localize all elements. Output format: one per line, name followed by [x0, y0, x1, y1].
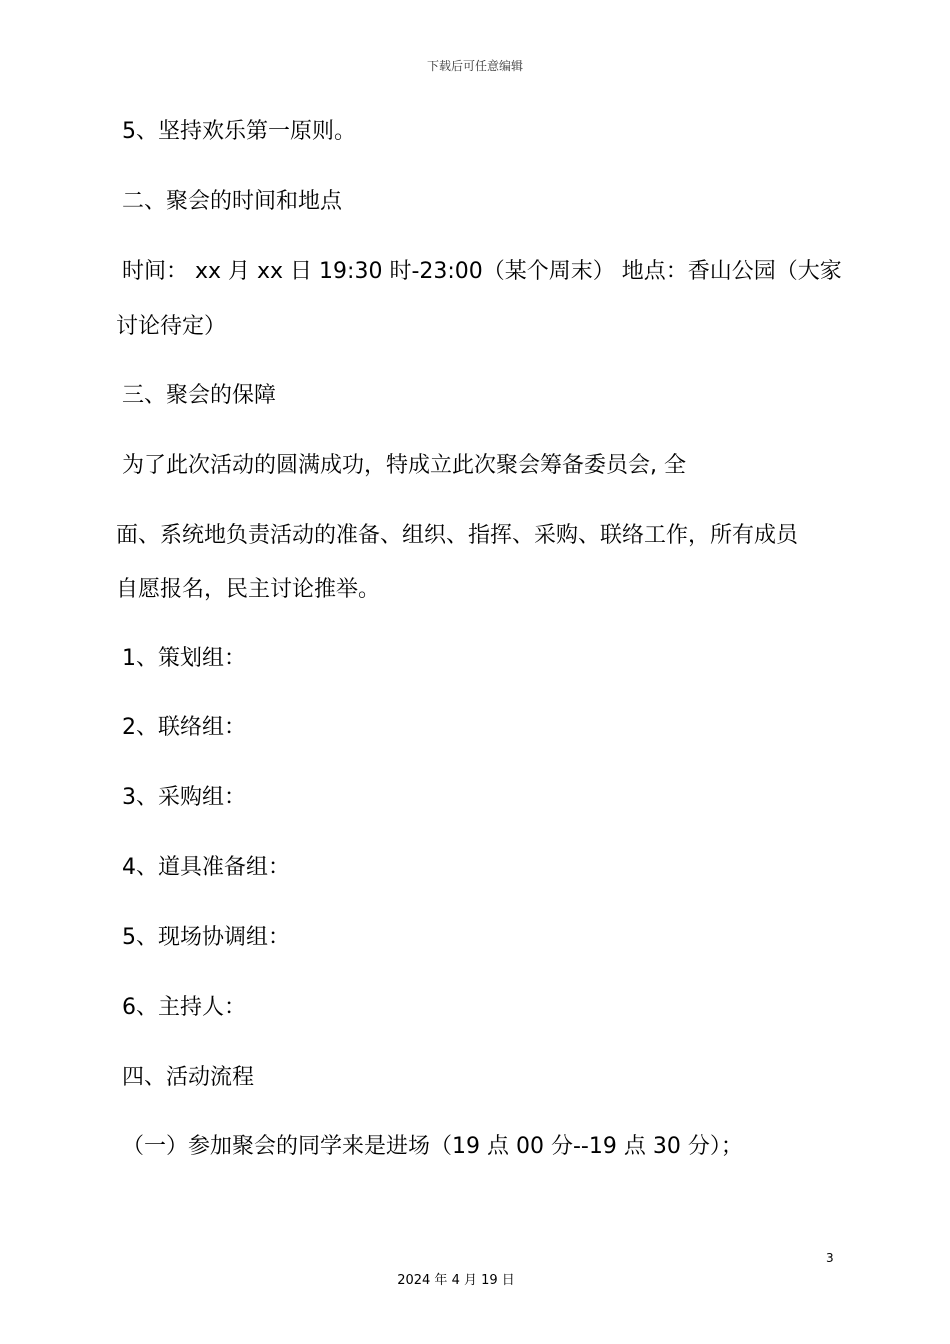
process-step-one-line: （一）参加聚会的同学来是进场（19 点 00 分--19 点 30 分）； — [122, 1134, 743, 1159]
committee-enrollment-line: 自愿报名，民主讨论推举。 — [116, 577, 381, 602]
planning-group-item: 1、策划组： — [122, 646, 246, 671]
section-four-heading: 四、活动流程 — [122, 1065, 255, 1090]
section-two-heading: 二、聚会的时间和地点 — [122, 189, 343, 214]
page-header: 下载后可任意编辑 — [426, 59, 523, 73]
coordination-group-item: 5、现场协调组： — [122, 925, 290, 950]
time-location-continuation: 讨论待定） — [116, 314, 227, 339]
time-location-line: 时间： xx 月 xx 日 19:30 时-23:00（某个周末） 地点：香山公园（大家 — [122, 259, 842, 284]
props-group-item: 4、道具准备组： — [122, 855, 290, 880]
page-number: 3 — [826, 1251, 834, 1265]
committee-intro-line: 为了此次活动的圆满成功，特成立此次聚会筹备委员会, 全 — [122, 453, 686, 478]
purchasing-group-item: 3、采购组： — [122, 785, 246, 810]
host-item: 6、主持人： — [122, 995, 246, 1020]
committee-duties-line: 面、系统地负责活动的准备、组织、指挥、采购、联络工作，所有成员 — [116, 523, 799, 548]
section-three-heading: 三、聚会的保障 — [122, 383, 277, 408]
liaison-group-item: 2、联络组： — [122, 715, 246, 740]
page-footer-date: 2024 年 4 月 19 日 — [397, 1273, 515, 1288]
principle-five-line: 5、坚持欢乐第一原则。 — [122, 119, 356, 144]
